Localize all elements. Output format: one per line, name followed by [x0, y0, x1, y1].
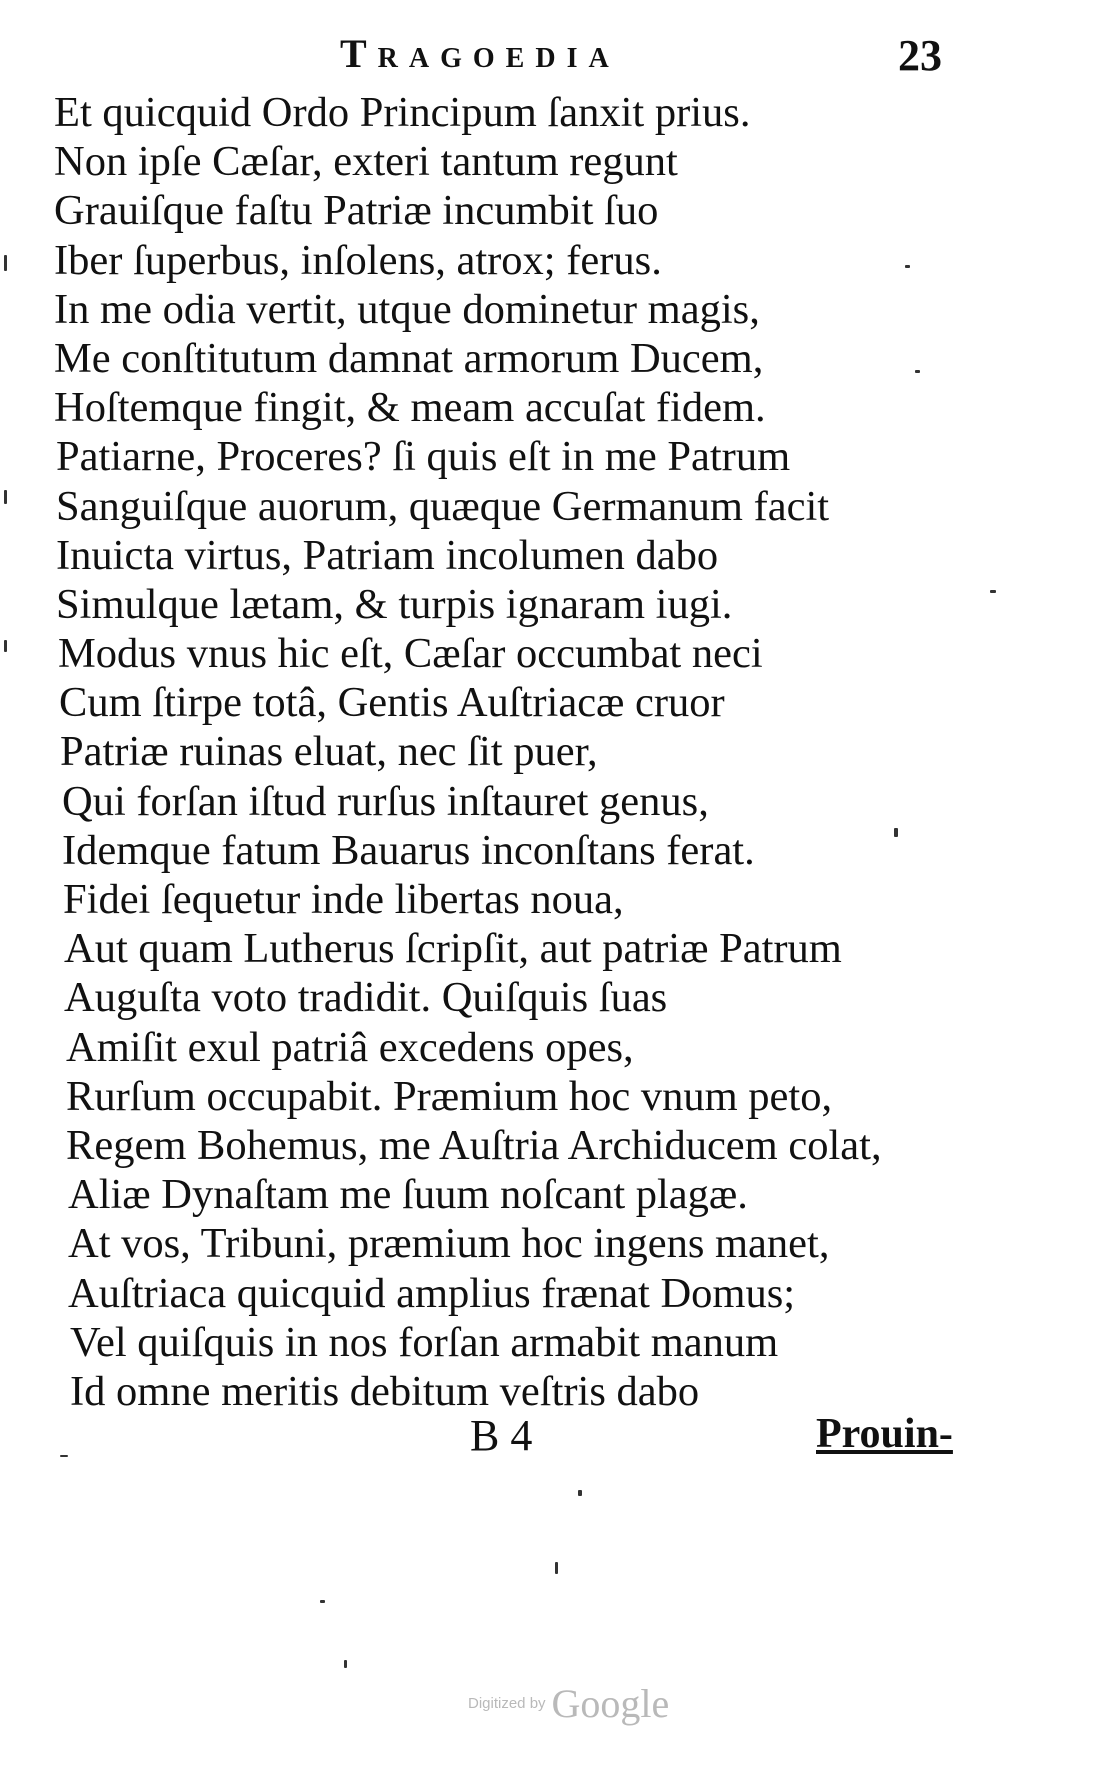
scan-speck	[320, 1600, 325, 1603]
scan-speck	[4, 640, 7, 652]
verse-line-3: Grauiſque faſtu Patriæ incumbit ſuo	[54, 187, 659, 235]
verse-line-25: Auſtriaca quicquid amplius frænat Domus;	[68, 1269, 796, 1317]
scan-speck	[60, 1455, 68, 1457]
verse-line-11: Simulque lætam, & turpis ignaram iugi.	[56, 580, 733, 628]
digitization-watermark	[468, 1680, 669, 1727]
watermark-prefix: Digitized by	[468, 1695, 546, 1712]
verse-line-24: At vos, Tribuni, præmium hoc ingens manet,	[68, 1220, 830, 1268]
verse-line-19: Auguſta voto tradidit. Quiſquis ſuas	[64, 974, 668, 1022]
verse-line-14: Patriæ ruinas eluat, nec ſit puer,	[60, 728, 598, 776]
verse-line-22: Regem Bohemus, me Auſtria Archiducem colat,	[66, 1121, 882, 1169]
verse-line-21: Rurſum occupabit. Præmium hoc vnum peto,	[66, 1072, 833, 1120]
verse-line-1: Et quicquid Ordo Principum ſanxit prius.	[54, 89, 751, 136]
scan-speck	[578, 1490, 582, 1496]
verse-line-23: Aliæ Dynaſtam me ſuum noſcant plagæ.	[68, 1171, 748, 1219]
verse-line-15: Qui forſan iſtud rurſus inſtauret genus,	[62, 777, 709, 825]
verse-line-13: Cum ſtirpe totâ, Gentis Auſtriacæ cruor	[59, 679, 725, 727]
signature-mark: B 4	[470, 1411, 533, 1460]
verse-line-10: Inuicta virtus, Patriam incolumen dabo	[56, 531, 719, 579]
verse-line-20: Amiſit exul patriâ excedens opes,	[66, 1023, 634, 1071]
scan-speck	[894, 828, 898, 837]
page-number: 23	[898, 31, 942, 80]
verse-line-26: Vel quiſquis in nos forſan armabit manum	[70, 1318, 779, 1366]
verse-line-17: Fidei ſequetur inde libertas noua,	[63, 876, 624, 923]
verse-line-9: Sanguiſque auorum, quæque Germanum facit	[56, 482, 830, 530]
verse-line-18: Aut quam Lutherus ſcripſit, aut patriæ Patrum	[64, 925, 842, 973]
verse-line-16: Idemque fatum Bauarus inconſtans ferat.	[62, 826, 755, 874]
running-title: Tragoedia	[340, 31, 620, 76]
verse-line-12: Modus vnus hic eſt, Cæſar occumbat neci	[58, 630, 763, 678]
verse-line-7: Hoſtemque fingit, & meam accuſat fidem.	[54, 384, 766, 432]
scan-speck	[990, 590, 996, 593]
verse-line-6: Me conſtitutum damnat armorum Ducem,	[54, 334, 764, 382]
verse-line-5: In me odia vertit, utque dominetur magis,	[54, 285, 760, 333]
scan-speck	[344, 1660, 347, 1668]
watermark-brand: Google	[551, 1681, 670, 1726]
scan-speck	[4, 490, 7, 504]
verse-line-8: Patiarne, Proceres? ſi quis eſt in me Patrum	[56, 433, 791, 481]
catchword: Prouin-	[816, 1411, 953, 1457]
scan-speck	[4, 255, 7, 271]
verse-block	[54, 88, 994, 1416]
verse-line-4: Iber ſuperbus, inſolens, atrox; ferus.	[54, 236, 662, 284]
verse-line-2: Non ipſe Cæſar, exteri tantum regunt	[54, 138, 678, 186]
verse-line-27: Id omne meritis debitum veſtris dabo	[70, 1367, 700, 1415]
scan-speck	[915, 370, 920, 373]
scan-speck	[905, 265, 910, 268]
scan-speck	[555, 1562, 558, 1574]
